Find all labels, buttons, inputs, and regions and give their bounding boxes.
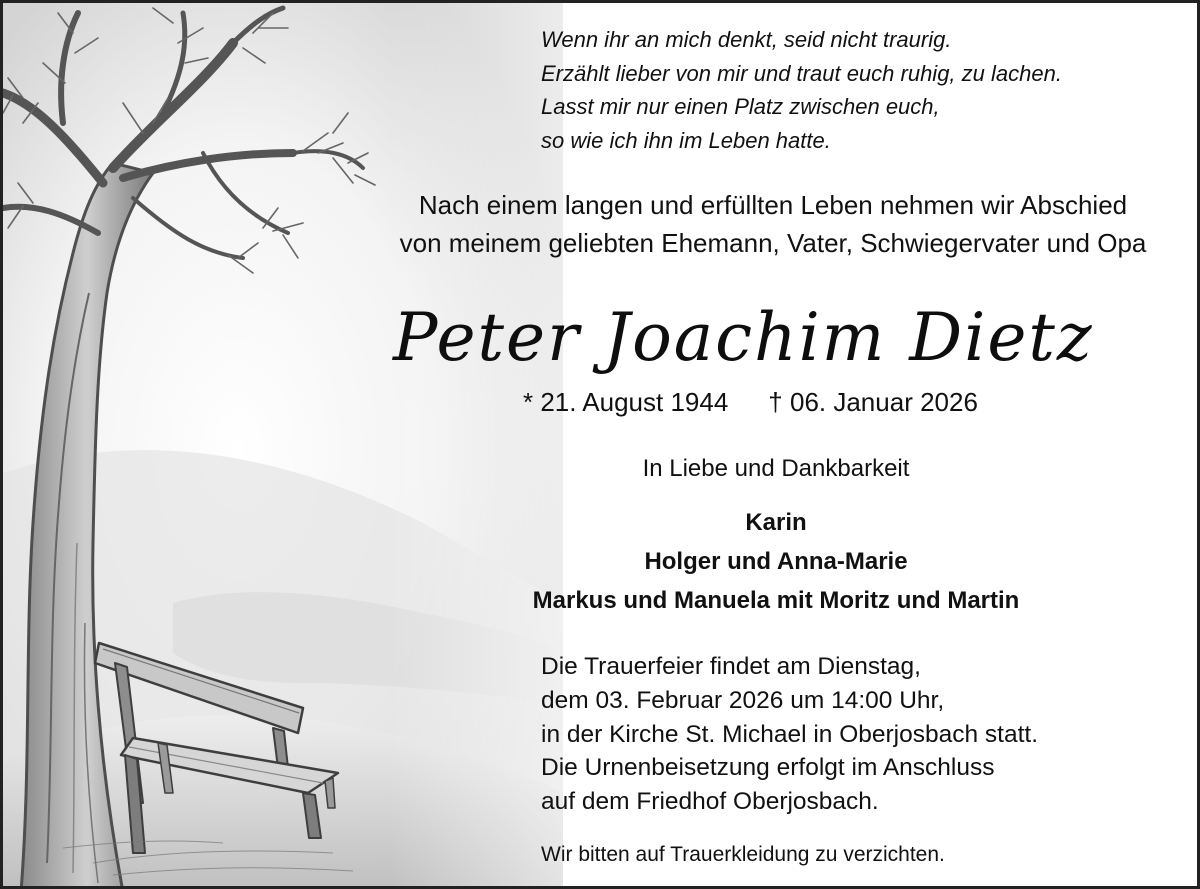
poem-line: Erzählt lieber von mir und traut euch ruhig, zu lachen.: [541, 60, 1062, 86]
poem-line: Wenn ihr an mich denkt, seid nicht traurig.: [541, 27, 952, 52]
farewell-intro: [3, 186, 1200, 262]
deceased-name: Peter Joachim Dietz: [393, 299, 1094, 376]
ceremony-line: in der Kirche St. Michael in Oberjosbach statt.: [541, 720, 1039, 748]
ceremony-line: Die Trauerfeier findet am Dienstag,: [541, 653, 921, 680]
mourner-name: Holger und Anna-Marie: [644, 548, 908, 575]
birth-date: * 21. August 1944: [523, 387, 729, 417]
mourner-name: Markus und Manuela mit Moritz und Martin: [532, 587, 1020, 614]
dress-code-request: Wir bitten auf Trauerkleidung zu verzichten.: [541, 843, 945, 866]
mourner-name: Karin: [745, 509, 807, 536]
ceremony-line: auf dem Friedhof Oberjosbach.: [541, 788, 879, 816]
life-dates: [523, 387, 978, 418]
poem-line: so wie ich ihn im Leben hatte.: [541, 127, 831, 153]
poem-line: Lasst mir nur einen Platz zwischen euch,: [541, 94, 940, 119]
death-date: † 06. Januar 2026: [768, 387, 978, 417]
ceremony-line: Die Urnenbeisetzung erfolgt im Anschluss: [541, 754, 995, 782]
poem: [541, 23, 1062, 157]
ceremony-line: dem 03. Februar 2026 um 14:00 Uhr,: [541, 686, 945, 714]
intro-line: von meinem geliebten Ehemann, Vater, Schwiegervater und Opa: [399, 228, 1147, 258]
mourners-list: [3, 503, 1200, 620]
funeral-details: [541, 650, 1038, 819]
intro-line: Nach einem langen und erfüllten Leben nehmen wir Abschied: [418, 190, 1128, 220]
mourners-intro: In Liebe und Dankbarkeit: [642, 455, 910, 482]
